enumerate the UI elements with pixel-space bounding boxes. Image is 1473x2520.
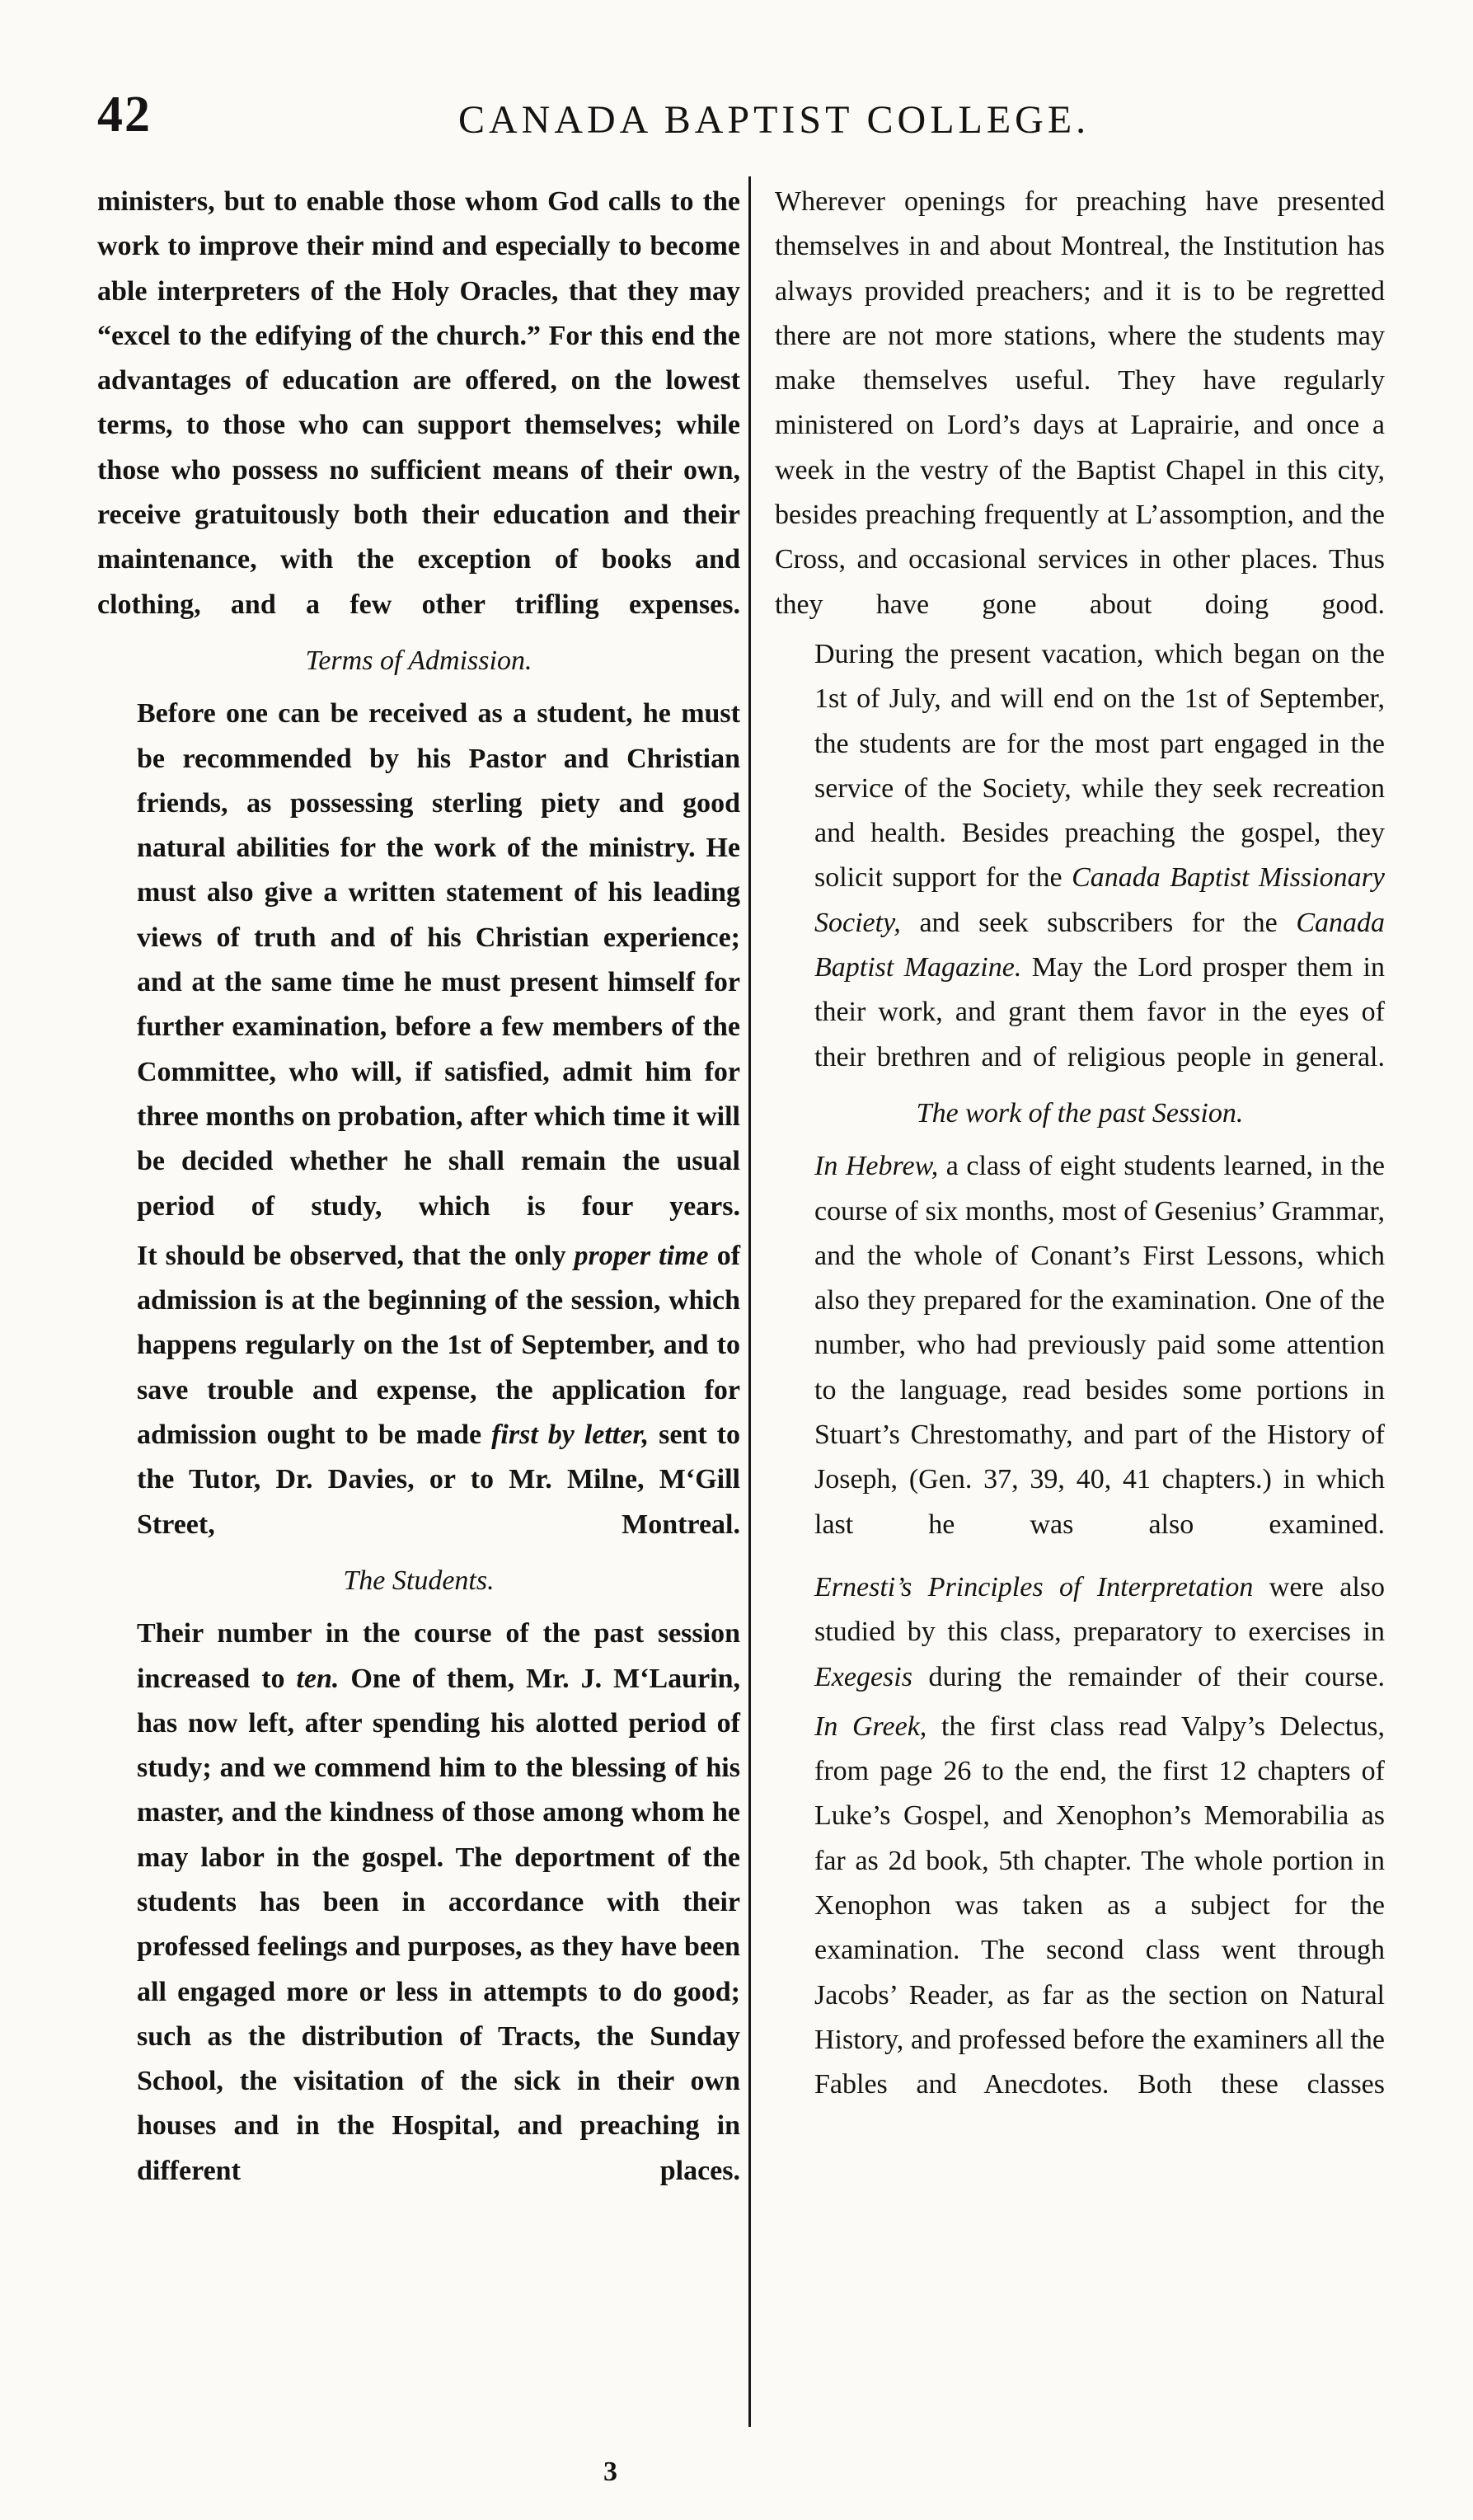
text-run: Their number in the course of the past session increased to <box>137 1618 740 1694</box>
right-paragraph-1: Wherever openings for preaching have presented themselves in and about Montreal, the Institution has always provided preachers; and it is to be regretted there are not more stations, where the students may make themselves useful. They have regularly ministered on Lord’s days at Laprairie, and once a week in the vestry of the Baptist Chapel in this city, besides preaching frequently at L’assomption, and the Cross, and occasional services in other places. Thus they have gone about doing good. <box>775 186 1385 620</box>
italic-run: In Hebrew, <box>814 1151 939 1182</box>
right-paragraph-5 <box>775 1705 1385 2108</box>
page-header <box>97 86 1103 152</box>
text-run: and seek subscribers for the <box>919 907 1278 938</box>
left-column <box>97 180 740 2194</box>
running-head: CANADA BAPTIST COLLEGE. <box>458 98 1091 142</box>
left-paragraph-3 <box>97 1234 740 1547</box>
right-paragraph-4 <box>775 1565 1385 1700</box>
left-paragraph-1: ministers, but to enable those whom God calls to the work to improve their mind and especially to become able interpreters of the Holy Oracles, that they may “excel to the edifying of the church.” For this end the advantages of education are offered, on the lowest terms, to those who can support themselves; while those who possess no sufficient means of their own, receive gratuitously both their education and their maintenance, with the exception of books and clothing, and a few other trifling expenses. <box>97 186 740 620</box>
italic-run: In Greek, <box>814 1711 927 1742</box>
text-run: During the present vacation, which began on the 1st of July, and will end on the 1st of September, the students are for the most part engaged in the service of the Society, while they seek recreation and health. Besides preaching the gospel, they solicit support for the <box>814 638 1385 894</box>
text-run: It should be observed, that the only <box>137 1240 566 1271</box>
text-run: sent to the Tutor, Dr. Davies, or to Mr. Milne, M‘Gill Street, Montreal. <box>137 1420 740 1540</box>
italic-run: Canada Baptist Missionary Society, <box>814 862 1385 938</box>
text-run: a class of eight students learned, in the course of six months, most of Gesenius’ Grammar, and the whole of Conant’s First Lessons, which also they prepared for the examination. One of the number, who had previously paid some attention to the language, read besides some portions in Stuart’s Chrestomathy, and part of the History of Joseph, (Gen. 37, 39, 40, 41 chapters.) in which last he was also examined. <box>814 1151 1386 1540</box>
column-divider <box>748 176 751 2427</box>
italic-run: ten. <box>296 1663 340 1694</box>
heading-terms-of-admission: Terms of Admission. <box>305 645 532 676</box>
signature-mark: 3 <box>603 2457 617 2487</box>
heading-work-of-past-session: The work of the past Session. <box>916 1097 1244 1129</box>
left-paragraph-2: Before one can be received as a student, he must be recommended by his Pastor and Christian friends, as possessing sterling piety and good natural abilities for the work of the ministry. He must also give a written statement of his leading views of truth and of his Christian experience; and at the same time he must present himself for further examination, before a few members of the Committee, who will, if satisfied, admit him for three months on probation, after which time it will be decided whether he shall remain the usual period of study, which is four years. <box>137 698 740 1222</box>
text-run: were also studied by this class, preparatory to exercises in <box>814 1571 1386 1648</box>
right-paragraph-2 <box>775 632 1385 1080</box>
italic-run: proper time <box>574 1240 709 1271</box>
heading-the-students: The Students. <box>343 1565 495 1596</box>
right-paragraph-3 <box>775 1144 1385 1547</box>
text-run: the first class read Valpy’s Delectus, from page 26 to the end, the first 12 chapters of Luke’s Gospel, and Xenophon’s Memorabilia as far as 2d book, 5th chapter. The whole portion in Xenophon was taken as a subject for the examination. The second class went through Jacobs’ Reader, as far as the section on Natural History, and professed before the examiners all the Fables and Anecdotes. Both these classes <box>814 1711 1385 2100</box>
text-run: during the remainder of their course. <box>928 1661 1385 1692</box>
right-column <box>775 180 1385 2107</box>
italic-run: Canada Baptist Magazine. <box>814 907 1386 983</box>
text-run: of admission is at the beginning of the session, which happens regularly on the 1st of September, and to save trouble and expense, the application for admission ought to be made <box>137 1240 741 1451</box>
page-number: 42 <box>97 87 152 143</box>
italic-run: first by letter, <box>491 1420 650 1451</box>
left-paragraph-4 <box>97 1612 740 2194</box>
italic-run: Ernesti’s Principles of Interpretation <box>814 1571 1254 1603</box>
text-run: One of them, Mr. J. M‘Laurin, has now left, after spending his alotted period of study; and we commend him to the blessing of his master, and the kindness of those among whom he may labor in the gospel. The deportment of the students has been in accordance with their professed feelings and purposes, as they have been all engaged more or less in attempts to do good; such as the distribution of Tracts, the Sunday School, the visitation of the sick in their own houses and in the Hospital, and preaching in different places. <box>137 1663 741 2186</box>
text-run: May the Lord prosper them in their work, and grant them favor in the eyes of their brethren and of religious people in general. <box>814 952 1385 1072</box>
italic-run: Exegesis <box>814 1661 912 1692</box>
